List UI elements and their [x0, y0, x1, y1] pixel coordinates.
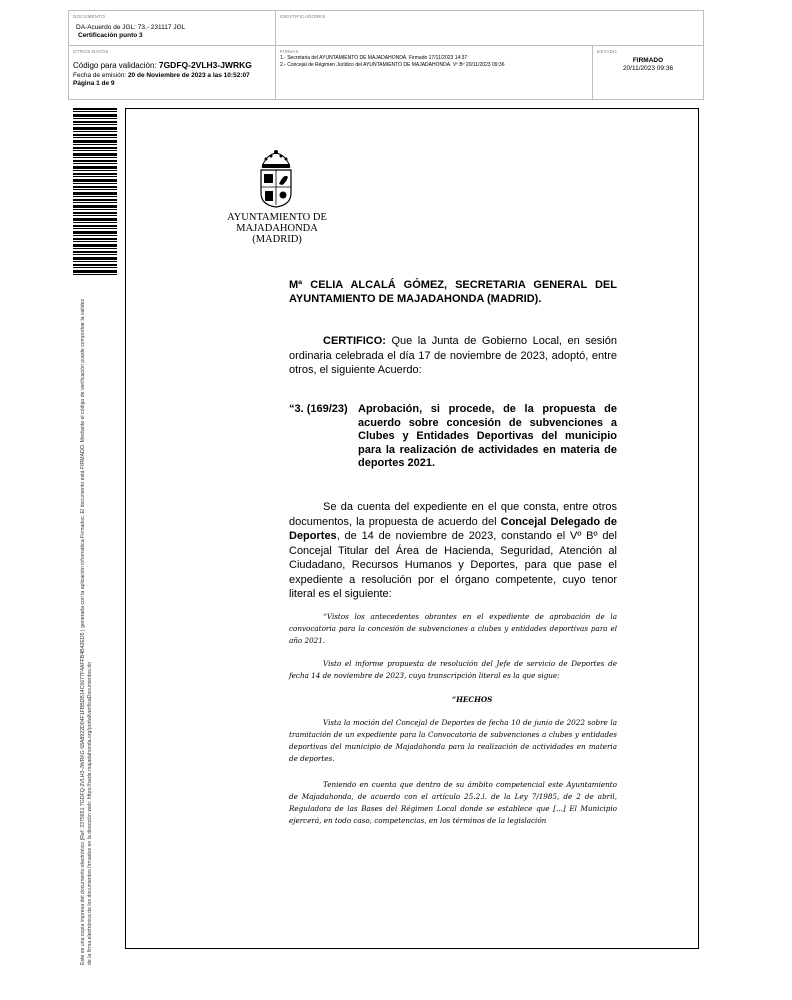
page-count: Página 1 de 9: [73, 80, 115, 87]
expediente-text-c: , de 14 de noviembre de 2023, constando el Vº Bº del Concejal Titular del Área de Hacienda, Seguridad, Atención al Ciudadano, Recursos Humanos y Deportes, para que pase el expediente a resolución por el órgano competente, cuyo tenor literal es el siguiente:: [289, 530, 617, 600]
otros-datos-cell: [69, 46, 276, 99]
municipal-crest-icon: [256, 147, 296, 209]
validation-code[interactable]: 7GDFQ-2VLH3-JWRKG: [158, 60, 252, 70]
firmas-cell: [276, 46, 593, 99]
certifico-text: Que la Junta de Gobierno Local, en sesión ordinaria celebrada el día 17 de noviembre de 2023, adoptó, entre otros, el siguiente Acuerdo:: [289, 335, 617, 376]
certifico-label: CERTIFICO:: [323, 335, 386, 347]
identificadores-label: IDENTIFICADORES: [280, 14, 326, 19]
secretary-heading: Mª CELIA ALCALÁ GÓMEZ, SECRETARIA GENERAL DEL AYUNTAMIENTO DE MAJADAHONDA (MADRID).: [289, 279, 617, 305]
expediente-paragraph: [289, 500, 617, 602]
ayuntamiento-line1: AYUNTAMIENTO DE: [227, 212, 327, 223]
documento-cell: [69, 11, 276, 46]
identificadores-cell: [276, 11, 703, 46]
barcode: [73, 108, 117, 276]
certifico-paragraph: [289, 334, 617, 378]
acuerdo-title: Aprobación, si procede, de la propuesta de acuerdo sobre concesión de subvenciones a Clubes y Entidades Deportivas del municipio para la realización de actividades en materia de deportes 2021.: [358, 403, 617, 469]
emission-date: 20 de Noviembre de 2023 a las 10:52:07: [127, 72, 250, 79]
verification-margin-text: Este es una copia impresa del documento electrónico (Ref: 2379651 7GDFQ-2VLH3-JWRKG 68A8922D04F1FBBDB14C6677F4AFFB4B42ED5 ) generada con la aplicación informática Firmadoc. El documento está FIRMADO. Mediante el código de verificación puede comprobar la validez de la firma electrónica de los documentos firmados en la dirección web: https://sede.majadahonda.org/portal/verificaDocumentos.do: [80, 298, 93, 965]
validation-code-prefix: Código para validación:: [73, 61, 157, 70]
firmas-label: FIRMAS: [280, 49, 299, 54]
ayuntamiento-name: [214, 212, 340, 245]
documento-title: DA-Acuerdo de JGL: 73.- 231117 JGL: [76, 24, 186, 31]
firma-item: 1.- Secretaria del AYUNTAMIENTO DE MAJADAHONDA. Firmado 17/11/2023 14:37: [280, 55, 468, 61]
quote-paragraph: Vista la moción del Concejal de Deportes de fecha 10 de junio de 2022 sobre la tramitación de un expediente para la Convocatoria de subvenciones a clubes y entidades deportivas del municipio de Majadahonda para la realización de actividades en materia de deportes.: [289, 718, 617, 763]
documento-label: DOCUMENTO: [73, 14, 106, 19]
status-date: 20/11/2023 09:36: [622, 65, 674, 72]
validation-code-line: [73, 60, 271, 70]
estado-label: ESTADO: [597, 49, 617, 54]
status-badge: FIRMADO: [632, 57, 664, 64]
quote-paragraph: Visto el informe propuesta de resolución del Jefe de servicio de Deportes de fecha 14 de noviembre de 2023, cuya transcripción literal es la que sigue:: [289, 659, 617, 680]
emission-date-line: [73, 72, 271, 79]
document-header-table: [68, 10, 704, 100]
emission-date-prefix: Fecha de emisión:: [73, 72, 127, 79]
quote-paragraph: Teniendo en cuenta que dentro de su ámbito competencial este Ayuntamiento de Majadahonda, de acuerdo con el artículo 25.2.l. de la Ley 7/1985, de 2 de abril, Reguladora de las Bases del Régimen Local donde se establece que [...] El Municipio ejercerá, en todo caso, competencias, en los términos de la legislación: [289, 780, 617, 825]
estado-cell: [593, 46, 703, 99]
documento-subtitle: Certificación punto 3: [78, 32, 143, 39]
quote-paragraph: “Vistos los antecedentes obrantes en el expediente de aprobación de la convocatoria para la concesión de subvenciones a clubes y entidades deportivas para el año 2021.: [289, 612, 617, 645]
acuerdo-number: “3. (169/23): [289, 403, 348, 415]
ayuntamiento-line3: (MADRID): [252, 234, 302, 245]
ayuntamiento-line2: MAJADAHONDA: [236, 223, 318, 234]
otros-datos-label: OTROS DATOS: [73, 49, 109, 54]
firma-item: 2.- Concejal de Régimen Jurídico del AYUNTAMIENTO DE MAJADAHONDA. Vº Bº 20/11/2023 09:36: [280, 62, 505, 68]
concejal-delegado: Concejal Delegado de Deportes: [289, 515, 617, 542]
hechos-heading: “HECHOS: [452, 695, 493, 704]
expediente-text-a: Se da cuenta del expediente en el que consta, entre otros documentos, la propuesta de acuerdo del: [289, 501, 617, 528]
